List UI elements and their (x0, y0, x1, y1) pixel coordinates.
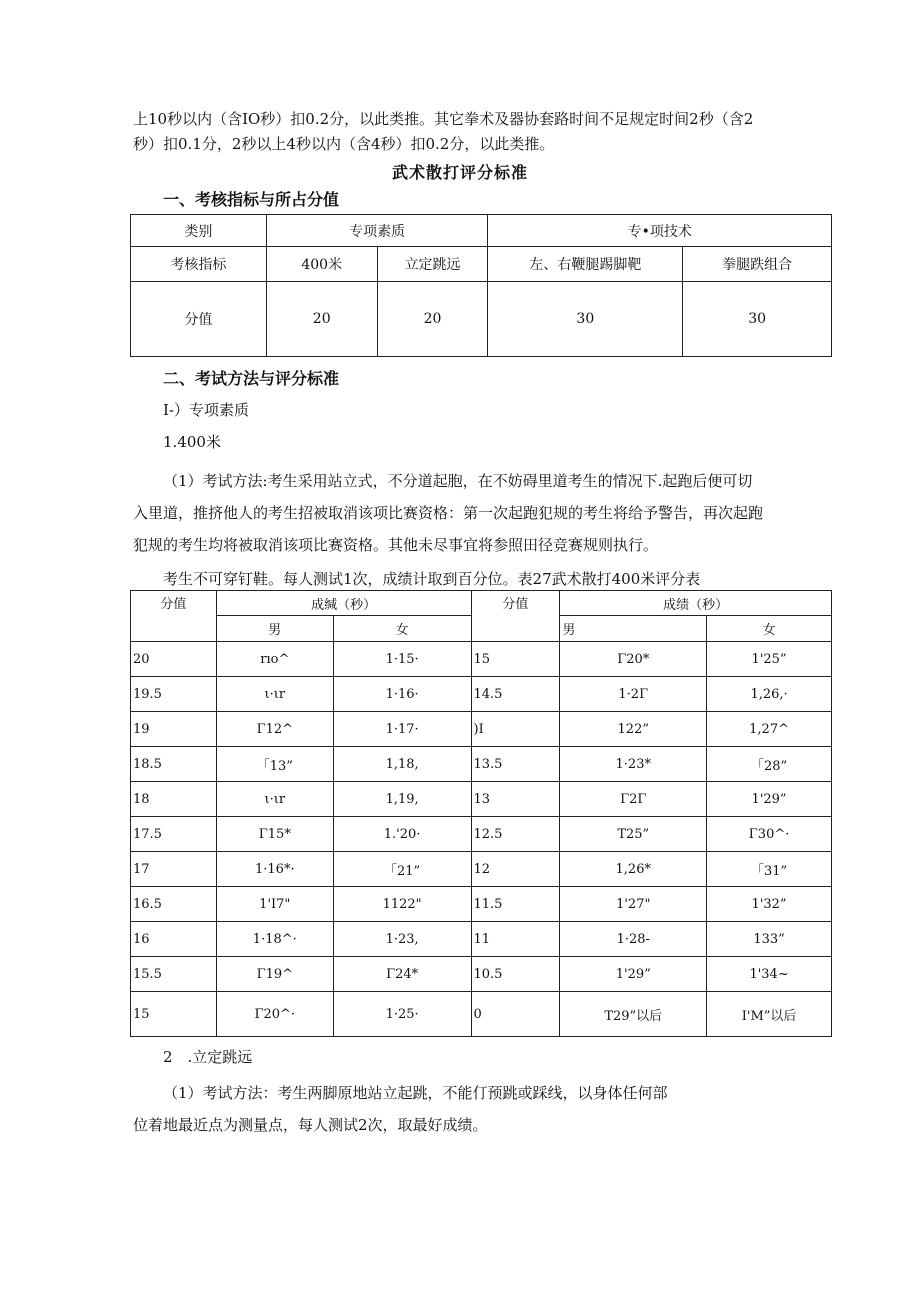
table-cell: 1·23* (560, 747, 707, 782)
subsection-physical: I-）专项素质 (163, 401, 249, 419)
para-400m-line-4: 考生不可穿钉鞋。每人测试1次，成绩计取到百分位。表27武术散打400米评分表 (163, 570, 701, 588)
table-cell: 1'29” (707, 782, 832, 817)
table-row (131, 782, 832, 817)
group-physical: 专项素质 (266, 215, 488, 247)
table-cell: 20 (131, 642, 217, 677)
table-row (131, 957, 832, 992)
table-cell: 1'32” (707, 887, 832, 922)
score-cell: 30 (488, 282, 683, 357)
score-table-400m (130, 590, 832, 1037)
table-cell: 1,19, (333, 782, 471, 817)
table-cell: Γ15* (216, 817, 333, 852)
female-header: 女 (707, 616, 832, 642)
score-cell: 20 (266, 282, 377, 357)
intro-line-1: 上10秒以内（含IO秒）扣0.2分，以此类推。其它拳术及器协套路时间不足规定时间2秒（含2 (133, 110, 754, 128)
table-cell: Γ12^ (216, 712, 333, 747)
table-cell: 1·16*· (216, 852, 333, 887)
table-cell: 「28” (707, 747, 832, 782)
table-cell: )I (471, 712, 560, 747)
table-cell: 14.5 (471, 677, 560, 712)
male-header: 男 (560, 616, 707, 642)
table-cell: T29”以后 (560, 992, 707, 1037)
score-header-right: 分值 (471, 591, 560, 642)
table-row (131, 887, 832, 922)
para-jump-line-1: （1）考试方法：考生两脚原地站立起跳，不能仃预跳或踩线，以身体任何部 (163, 1084, 668, 1102)
male-header: 男 (216, 616, 333, 642)
table-cell: 11.5 (471, 887, 560, 922)
table-cell: 17.5 (131, 817, 217, 852)
section-2-heading: 二、考试方法与评分标准 (163, 369, 340, 388)
table-row (131, 642, 832, 677)
group-technique: 专•项技术 (488, 215, 832, 247)
table-row (131, 852, 832, 887)
table-cell: 18.5 (131, 747, 217, 782)
table-cell: 16.5 (131, 887, 217, 922)
table-cell: ι·ιr (216, 782, 333, 817)
table-cell: Γ20* (560, 642, 707, 677)
table-cell: Γ24* (333, 957, 471, 992)
indicator-cell: 400米 (266, 247, 377, 282)
table-cell: 17 (131, 852, 217, 887)
indicator-cell: 拳腿跌组合 (683, 247, 832, 282)
table-cell: 1·17· (333, 712, 471, 747)
table-cell: 15 (471, 642, 560, 677)
table-cell: 1,26* (560, 852, 707, 887)
score-allocation-table (130, 214, 832, 357)
intro-line-2: 秒）扣0.1分，2秒以上4秒以内（含4秒）扣0.2分，以此类推。 (133, 135, 555, 153)
item-400m: 1.400米 (163, 433, 221, 451)
score-cell: 20 (377, 282, 488, 357)
table-cell: I'M”以后 (707, 992, 832, 1037)
table-cell: 16 (131, 922, 217, 957)
table-cell: 1,18, (333, 747, 471, 782)
table-cell: 「31” (707, 852, 832, 887)
result-header-left: 成缄（秒） (216, 591, 471, 616)
table-cell: 1,26,· (707, 677, 832, 712)
table-cell: Γ2Γ (560, 782, 707, 817)
score-cell: 30 (683, 282, 832, 357)
table-row (131, 922, 832, 957)
table-cell: T25” (560, 817, 707, 852)
score-label: 分值 (131, 282, 267, 357)
table-cell: 1·18^· (216, 922, 333, 957)
table-cell: 11 (471, 922, 560, 957)
table-cell: 0 (471, 992, 560, 1037)
indicator-cell: 立定跳远 (377, 247, 488, 282)
table-row (131, 677, 832, 712)
table-cell: Γ20^· (216, 992, 333, 1037)
table-cell: 1·15· (333, 642, 471, 677)
table-cell: 「13” (216, 747, 333, 782)
table-cell: 1·28- (560, 922, 707, 957)
table-cell: 「21” (333, 852, 471, 887)
table-cell: rıo^ (216, 642, 333, 677)
table-cell: 1·25· (333, 992, 471, 1037)
table-cell: Γ30^· (707, 817, 832, 852)
table-cell: 1'I7" (216, 887, 333, 922)
table-cell: 122” (560, 712, 707, 747)
table-row (131, 747, 832, 782)
table-cell: 12 (471, 852, 560, 887)
para-400m-line-2: 入里道，推挤他人的考生招被取消该项比赛资格：第一次起跑犯规的考生将给予警告，再次起跑 (133, 504, 764, 522)
page-title: 武术散打评分标准 (391, 163, 528, 182)
indicator-cell: 左、右鞭腿踢脚靶 (488, 247, 683, 282)
para-jump-line-2: 位着地最近点为测量点，每人测试2次，取最好成绩。 (133, 1116, 488, 1134)
table-cell: 18 (131, 782, 217, 817)
para-400m-line-3: 犯规的考生均将被取消该项比赛资格。其他未尽事宜将参照田径竞赛规则执行。 (133, 536, 659, 554)
table-cell: 13.5 (471, 747, 560, 782)
table-cell: 13 (471, 782, 560, 817)
table-row (131, 712, 832, 747)
table-cell: ι·ιr (216, 677, 333, 712)
table-cell: 1'27" (560, 887, 707, 922)
table-row (131, 817, 832, 852)
table-cell: 133” (707, 922, 832, 957)
table-cell: 15.5 (131, 957, 217, 992)
table-cell: 1'29” (560, 957, 707, 992)
category-label: 类别 (131, 215, 267, 247)
table-cell: Γ19^ (216, 957, 333, 992)
score-header-left: 分值 (131, 591, 217, 642)
item-standing-jump: 2 .立定跳远 (163, 1048, 253, 1066)
table-cell: 19.5 (131, 677, 217, 712)
result-header-right: 成绩（秒） (560, 591, 832, 616)
table-cell: 1,27^ (707, 712, 832, 747)
table-cell: 1·23, (333, 922, 471, 957)
section-1-heading: 一、考核指标与所占分值 (163, 190, 340, 209)
table-cell: 1.'20· (333, 817, 471, 852)
table-cell: 1'25” (707, 642, 832, 677)
table-cell: 12.5 (471, 817, 560, 852)
table-cell: 1·16· (333, 677, 471, 712)
para-400m-line-1: （1）考试方法:考生采用站立式，不分道起胞，在不妨碍里道考生的情况下.起跑后便可切 (163, 472, 753, 490)
table-cell: 10.5 (471, 957, 560, 992)
table-cell: 15 (131, 992, 217, 1037)
table-row (131, 992, 832, 1037)
table-cell: 1·2Γ (560, 677, 707, 712)
table-cell: 19 (131, 712, 217, 747)
female-header: 女 (333, 616, 471, 642)
table-cell: 1122" (333, 887, 471, 922)
indicator-label: 考核指标 (131, 247, 267, 282)
table-cell: 1'34~ (707, 957, 832, 992)
